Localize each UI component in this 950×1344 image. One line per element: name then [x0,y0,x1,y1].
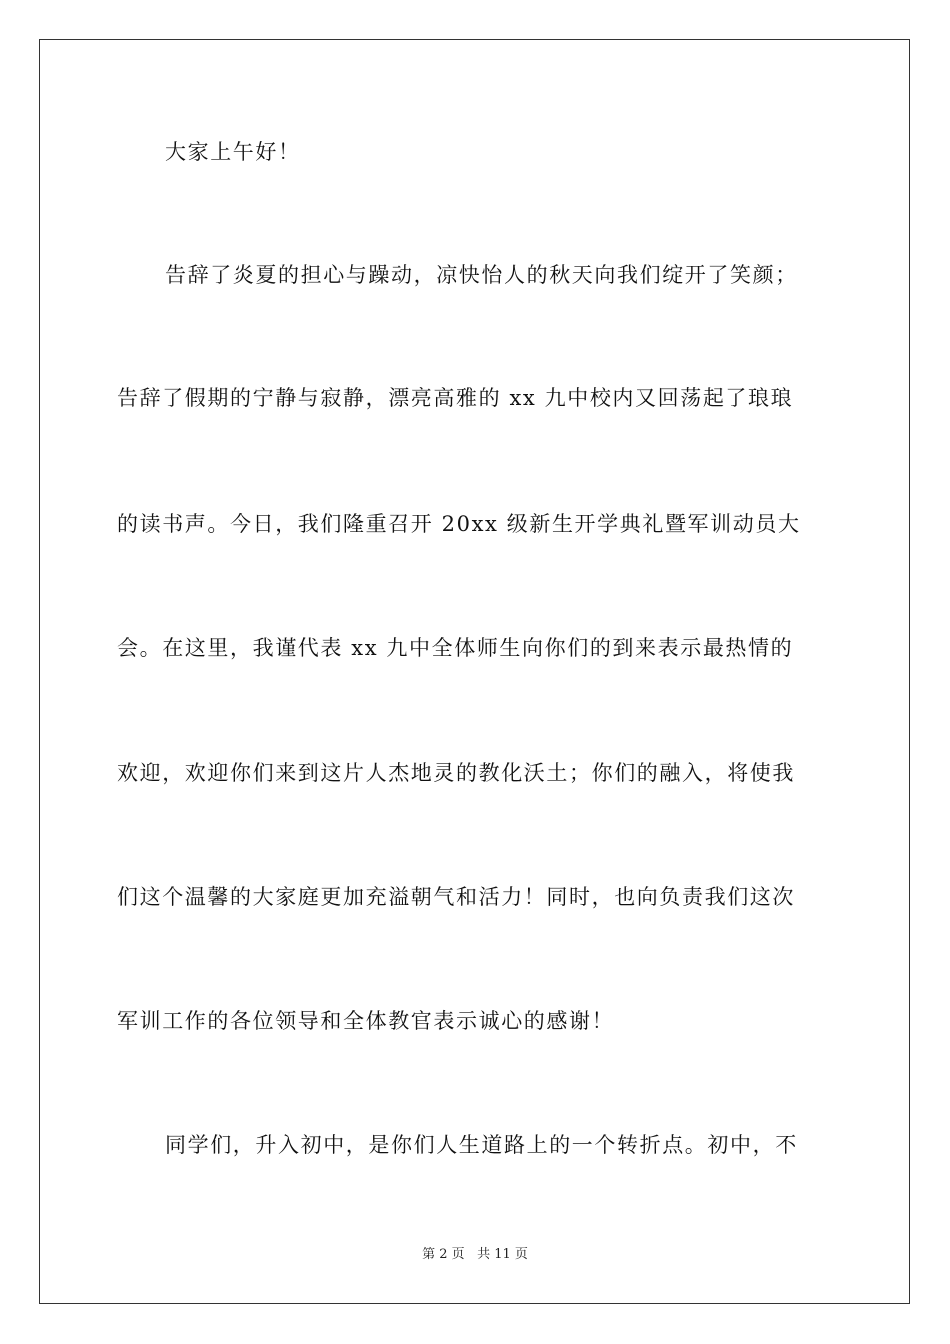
paragraph-line: 告辞了假期的宁静与寂静，漂亮高雅的 xx 九中校内又回荡起了琅琅 [117,386,794,410]
page-total: 共 11 页 [477,1247,528,1262]
paragraph-line: 同学们，升入初中，是你们人生道路上的一个转折点。初中，不 [165,1133,798,1157]
paragraph-line: 告辞了炎夏的担心与躁动，凉快怡人的秋天向我们绽开了笑颜； [165,263,798,287]
paragraph-greeting: 大家上午好！ [165,140,301,164]
page-border [39,39,910,1304]
paragraph-line: 们这个温馨的大家庭更加充溢朝气和活力！同时，也向负责我们这次 [117,885,795,909]
paragraph-line: 欢迎，欢迎你们来到这片人杰地灵的教化沃土；你们的融入，将使我 [117,761,795,785]
page-number: 第 2 页 [422,1247,465,1262]
paragraph-line: 的读书声。今日，我们隆重召开 20xx 级新生开学典礼暨军训动员大 [117,512,801,536]
paragraph-line: 军训工作的各位领导和全体教官表示诚心的感谢！ [117,1009,615,1033]
page-footer [0,1246,950,1264]
paragraph-line: 会。在这里，我谨代表 xx 九中全体师生向你们的到来表示最热情的 [117,636,794,660]
